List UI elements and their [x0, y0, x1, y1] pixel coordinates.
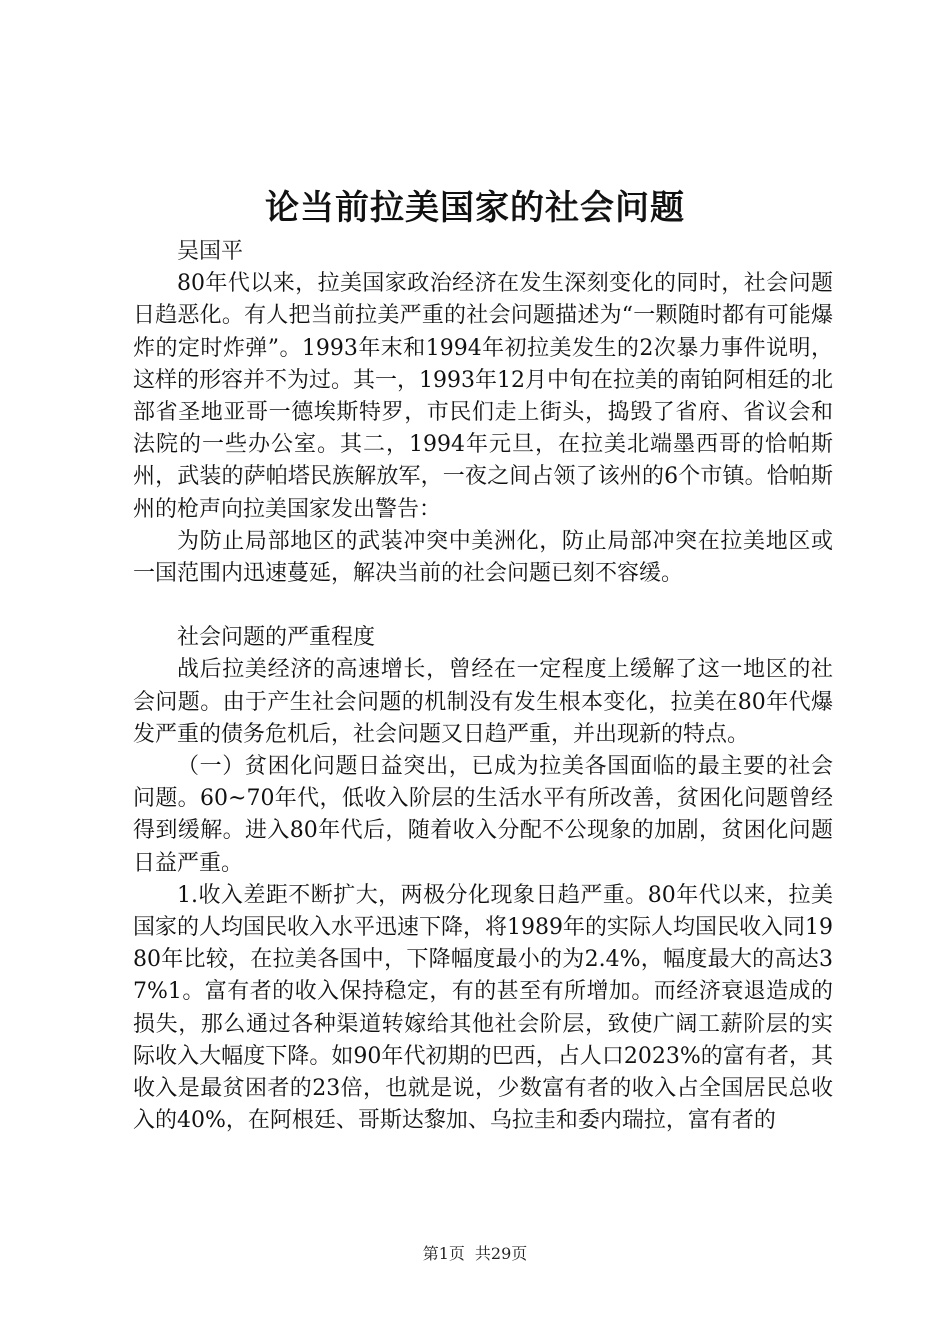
page-total: 共29页	[474, 1244, 528, 1263]
page-footer	[0, 1243, 950, 1265]
paragraph-gap	[133, 590, 833, 622]
author-line: 吴国平	[177, 239, 244, 264]
section-heading: 社会问题的严重程度	[177, 625, 376, 651]
section-paragraph: （一）贫困化问题日益突出，已成为拉美各国面临的最主要的社会问题。60~70年代，低收入阶层的生活水平有所改善，贫困化问题曾经得到缓解。进入80年代后，随着收入分配不公现象的加剧，贫困化问题日益严重。	[133, 754, 833, 876]
section-paragraph: 1.收入差距不断扩大，两极分化现象日趋严重。80年代以来，拉美国家的人均国民收入水平迅速下降，将1989年的实际人均国民收入同1980年比较，在拉美各国中，下降幅度最小的为2.4%，幅度最大的高达37%1。富有者的收入保持稳定，有的甚至有所增加。而经济衰退造成的损失，那么通过各种渠道转嫁给其他社会阶层，致使广阔工薪阶层的实际收入大幅度下降。如90年代初期的巴西，占人口2023%的富有者，其收入是最贫困者的23倍，也就是说，少数富有者的收入占全国居民总收入的40%，在阿根廷、哥斯达黎加、乌拉圭和委内瑞拉，富有者的	[133, 882, 833, 1134]
section-paragraph: 战后拉美经济的高速增长，曾经在一定程度上缓解了这一地区的社会问题。由于产生社会问题的机制没有发生根本变化，拉美在80年代爆发严重的债务危机后，社会问题又日趋严重，并出现新的特点。	[133, 657, 833, 747]
intro-paragraph: 为防止局部地区的武装冲突中美洲化，防止局部冲突在拉美地区或一国范围内迅速蔓延，解决当前的社会问题已刻不容缓。	[133, 528, 833, 587]
intro-paragraph: 80年代以来，拉美国家政治经济在发生深刻变化的同时，社会问题日趋恶化。有人把当前拉美严重的社会问题描述为“一颗随时都有可能爆炸的定时炸弹”。1993年末和1994年初拉美发生的2次暴力事件说明，这样的形容并不为过。其一，1993年12月中旬在拉美的南铂阿相廷的北部省圣地亚哥一德埃斯特罗，市民们走上街头，捣毁了省府、省议会和法院的一些办公室。其二，1994年元旦，在拉美北端墨西哥的恰帕斯州，武装的萨帕塔民族解放军，一夜之间占领了该州的6个市镇。恰帕斯州的枪声向拉美国家发出警告：	[133, 271, 833, 522]
document-body	[133, 236, 833, 1137]
page-number: 第1页	[422, 1244, 465, 1263]
document-title: 论当前拉美国家的社会问题	[265, 188, 685, 228]
